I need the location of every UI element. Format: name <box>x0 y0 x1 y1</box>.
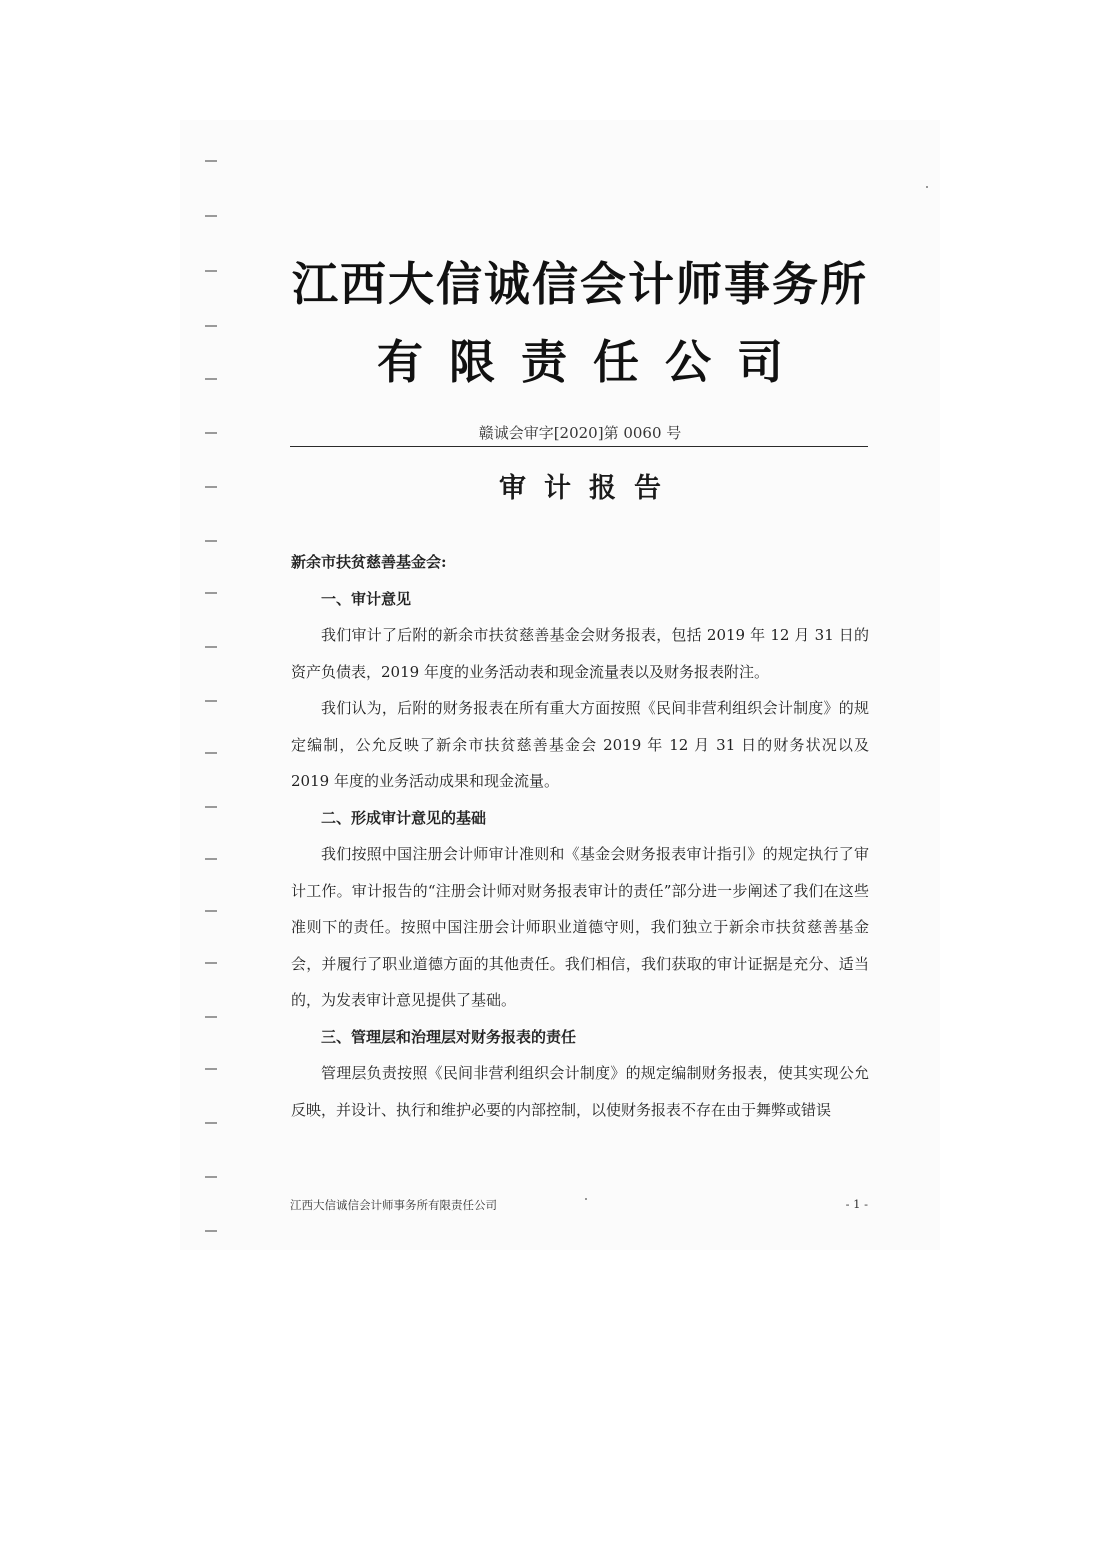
paragraph: 我们按照中国注册会计师审计准则和《基金会财务报表审计指引》的规定执行了审计工作。审计报告的“注册会计师对财务报表审计的责任”部分进一步阐述了我们在这些准则下的责任。按照中国注册会计师职业道德守则，我们独立于新余市扶贫慈善基金会，并履行了职业道德方面的其他责任。我们相信，我们获取的审计证据是充分、适当的，为发表审计意见提供了基础。 <box>291 845 869 1009</box>
page-footer <box>290 1197 868 1217</box>
section-heading-responsibilities: 三、管理层和治理层对财务报表的责任 <box>321 1027 577 1046</box>
paragraph: 管理层负责按照《民间非营利组织会计制度》的规定编制财务报表，使其实现公允反映，并设计、执行和维护必要的内部控制，以使财务报表不存在由于舞弊或错误 <box>291 1064 869 1119</box>
section-heading-audit-opinion: 一、审计意见 <box>321 589 412 608</box>
binding-marks <box>205 160 219 1250</box>
report-body <box>291 544 869 1128</box>
addressee: 新余市扶贫慈善基金会: <box>291 553 447 571</box>
paragraph: 我们审计了后附的新余市扶贫慈善基金会财务报表，包括 2019 年 12 月 31 日的资产负债表，2019 年度的业务活动表和现金流量表以及财务报表附注。 <box>291 626 869 681</box>
page-number: - 1 - <box>845 1197 868 1211</box>
report-title: 审计报告 <box>499 473 679 504</box>
paragraph: 我们认为，后附的财务报表在所有重大方面按照《民间非营利组织会计制度》的规定编制，公允反映了新余市扶贫慈善基金会 2019 年 12 月 31 日的财务状况以及 2019 年度的业务活动成果和现金流量。 <box>291 699 869 790</box>
reference-number: 赣诚会审字[2020]第 0060 号 <box>478 424 682 442</box>
footer-firm-name: 江西大信诚信会计师事务所有限责任公司 <box>290 1198 497 1212</box>
firm-name-line1: 江西大信诚信会计师事务所 <box>292 257 868 311</box>
scan-speck <box>585 1198 587 1200</box>
section-heading-basis: 二、形成审计意见的基础 <box>321 808 487 827</box>
firm-name-line2: 有限责任公司 <box>377 335 809 389</box>
scan-speck <box>926 186 928 188</box>
header-rule <box>290 446 868 447</box>
